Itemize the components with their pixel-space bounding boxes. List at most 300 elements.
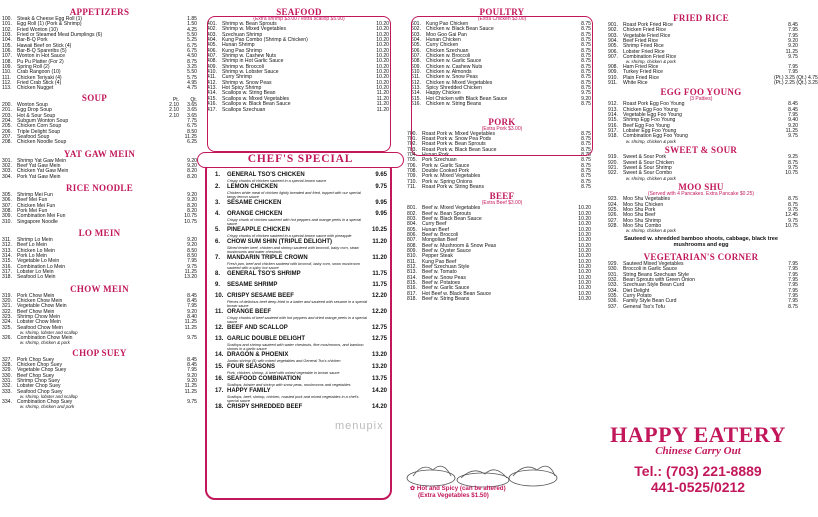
item-note: w. shrimp, lobster and scallop	[20, 394, 78, 400]
item-name: Scallops Szechuan	[222, 106, 266, 113]
item-number: 910.	[608, 74, 618, 81]
item-price: 7.95	[788, 69, 798, 76]
item-price: 10.20	[578, 264, 591, 271]
chef-item-desc: Crispy chunks of beef sauteed with hot peppers and dried orange peels in a special sauce	[227, 316, 367, 324]
item-name: Shrimp w. Cashew Nuts	[222, 53, 277, 60]
item-name: Fried or Steamed Meat Dumplings (6)	[17, 32, 103, 39]
item-price: 10.20	[578, 210, 591, 217]
beef-sub: (Extra Beef $3.00)	[481, 200, 523, 207]
item-number: 608.	[411, 58, 421, 65]
chef-special-item	[215, 293, 387, 308]
item-name: Roast Pork Fried Rice	[623, 22, 673, 28]
item-name: Sweet & Sour Shrimp	[623, 165, 672, 172]
item-price: 8.75	[581, 157, 591, 164]
item-price: 3.25	[187, 64, 197, 71]
seafood-heading: SEAFOOD	[276, 7, 322, 17]
item-number: 936.	[608, 298, 618, 305]
chef-special-title-row	[215, 271, 387, 278]
chef-item-number: 9.	[215, 282, 221, 288]
item-price: 9.20	[187, 157, 197, 164]
item-number: 332.	[2, 383, 12, 390]
menu-item-row	[2, 175, 197, 180]
item-number: 925.	[608, 207, 618, 214]
item-number: 330.	[2, 372, 12, 379]
item-price: 7.95	[788, 260, 798, 267]
item-price: 10.20	[578, 221, 591, 228]
item-number: 937.	[608, 303, 618, 310]
mooshu-heading: MOO SHU	[678, 182, 724, 193]
item-name: Chicken w. String Beans	[426, 101, 482, 108]
item-name: Hot Spicy Shrimp	[222, 85, 262, 92]
item-name: Triple Delight Soup	[17, 128, 61, 135]
chef-item-price: 9.65	[375, 172, 387, 178]
ricenoodle-heading: RICE NOODLE	[65, 182, 134, 193]
item-name: Shrimp in Hot Garlic Sauce	[222, 58, 284, 65]
item-price: 8.20	[187, 173, 197, 180]
item-price: 10.20	[376, 42, 389, 49]
chef-item-name: CRISPY SESAME BEEF	[227, 293, 294, 299]
item-name: Roast Pork w. String Beans	[422, 183, 485, 190]
item-number: 208.	[2, 139, 12, 146]
chef-special-title-row	[215, 336, 387, 343]
item-price: 8.75	[581, 58, 591, 65]
item-price-qt: 6.25	[187, 139, 197, 146]
chef-special-item	[215, 309, 387, 324]
item-name: Shrimp w. Mixed Vegetables	[222, 26, 286, 33]
item-name: Beef w. String Beans	[422, 296, 470, 303]
item-price: 10.20	[578, 205, 591, 212]
chef-item-name: PINEAPPLE CHICKEN	[227, 227, 291, 233]
chef-item-price: 13.20	[371, 352, 387, 358]
chowmein-heading: CHOW MEIN	[70, 283, 129, 294]
item-price: 9.75	[788, 165, 798, 172]
item-number: 318.	[2, 274, 12, 281]
item-number: 204.	[2, 117, 12, 124]
item-price: 10.20	[376, 53, 389, 60]
chef-item-number: 6.	[215, 239, 221, 245]
chef-special-title-row	[215, 352, 387, 359]
item-name: Pork Chop Suey	[17, 356, 55, 363]
item-name: Shrimp w. Broccoli	[222, 63, 264, 70]
mooshu-desc: Sauteed w. shredded bamboo shoots, cabbage, black tree mushrooms and egg	[624, 236, 778, 249]
item-name: Pork Szechuan	[422, 157, 457, 164]
menu-item-row	[2, 86, 197, 91]
item-number: 601.	[411, 21, 421, 27]
item-note: w. shrimp, chicken and pork	[20, 404, 75, 410]
item-name: Chicken Lo Mein	[17, 247, 55, 254]
chef-item-number: 17.	[215, 388, 224, 394]
item-name: Shrimp Lo Mein	[17, 237, 53, 243]
item-name: Pork w. Garlic Sauce	[422, 162, 470, 169]
item-price-qt: 6.75	[187, 123, 197, 130]
chef-special-title-row	[215, 227, 387, 234]
item-name: Beef Yat Gaw Mein	[17, 162, 61, 169]
item-number: 310.	[2, 218, 12, 225]
item-number: 327.	[2, 356, 12, 363]
chef-item-price: 11.75	[372, 271, 387, 277]
item-name: Combination Egg Foo Young	[623, 133, 688, 140]
item-number: 809.	[407, 248, 417, 255]
item-name: Beef w. Oyster Sauce	[422, 248, 471, 255]
item-name: Diet Delight	[623, 287, 650, 294]
item-price: 8.75	[581, 173, 591, 180]
item-name: Lobster Lo Mein	[17, 269, 54, 276]
chef-special-item	[215, 271, 387, 278]
item-price: 8.75	[581, 26, 591, 33]
chef-special-item	[215, 211, 387, 226]
item-name: Beef Mei Fun	[17, 197, 48, 204]
item-name: Chicken Egg Foo Young	[623, 106, 678, 113]
chef-special-title-row	[215, 211, 387, 218]
item-number: 806.	[407, 232, 417, 238]
item-price: 8.45	[788, 106, 798, 113]
item-price: 10.20	[578, 232, 591, 238]
item-name: Beef w. Bean Sprouts	[422, 210, 471, 217]
item-name: Hot Beef w. Black Bean Sauce	[422, 290, 492, 297]
item-price: 10.75	[785, 170, 798, 177]
item-name: Combination Fried Rice	[623, 54, 677, 61]
chef-item-name: SESAME SHRIMP	[227, 282, 278, 288]
item-number: 319.	[2, 292, 12, 299]
item-number: 303.	[2, 168, 12, 175]
item-name: Beef Szechuan Style	[422, 264, 470, 271]
item-number: 100.	[2, 16, 12, 22]
chef-special-item	[215, 388, 387, 403]
item-price: 4.95	[187, 80, 197, 87]
item-price: 11.20	[376, 95, 389, 102]
item-price: 8.75	[581, 162, 591, 169]
item-price: (Pt.) 3.25 (Qt.) 4.75	[774, 74, 818, 81]
item-price: 8.75	[581, 79, 591, 86]
item-price: 9.75	[788, 207, 798, 214]
item-number: 706.	[407, 162, 417, 169]
item-price: 10.20	[578, 285, 591, 292]
chef-special-item	[215, 352, 387, 363]
item-name: Curry Beef	[422, 221, 447, 228]
item-price: 11.20	[376, 90, 389, 97]
item-name: Chicken Szechuan	[426, 47, 469, 54]
item-price: 12.45	[785, 212, 798, 219]
ricenoodle-list	[2, 193, 197, 225]
item-number: 615.	[411, 95, 421, 102]
item-number: 614.	[411, 90, 421, 97]
friedrice-heading: FRIED RICE	[673, 13, 729, 23]
item-price: 9.20	[187, 372, 197, 379]
chef-item-desc: Crispy chunks of chicken sauteed in a special brown sauce with pineapple	[227, 234, 352, 238]
soup-heading: SOUP	[81, 92, 108, 103]
item-name: Sweet & Sour Chicken	[623, 159, 674, 166]
poultry-heading: POULTRY	[479, 7, 525, 17]
item-price: 13.20	[184, 274, 197, 281]
item-price: 8.45	[788, 101, 798, 108]
item-name: Wonton in Hot Sauce	[17, 53, 66, 60]
item-number: 306.	[2, 197, 12, 204]
item-name: Kung Pao Beef	[422, 258, 457, 265]
item-number: 904.	[608, 38, 618, 45]
item-name: Mongolian Beef	[422, 237, 458, 244]
item-price: 10.20	[376, 26, 389, 33]
item-number: 108.	[2, 58, 12, 65]
item-name: Plain Fried Rice	[623, 74, 659, 81]
chef-special-heading: CHEF'S SPECIAL	[197, 152, 404, 168]
item-price: 9.40	[788, 117, 798, 124]
item-price-qt: 3.65	[187, 112, 197, 119]
item-number: 316.	[2, 263, 12, 270]
item-number: 922.	[608, 170, 618, 177]
soup-list	[2, 103, 197, 146]
chef-special-title-row	[215, 282, 387, 289]
chef-special-title-row	[215, 388, 387, 395]
item-price-qt: 8.50	[187, 128, 197, 135]
item-number: 417.	[207, 106, 217, 113]
item-price: 10.20	[578, 274, 591, 281]
item-name: Combination Chow Mein	[17, 334, 73, 341]
item-note: w. shrimp, chicken & pork	[626, 175, 676, 181]
chef-special-title-row	[215, 239, 387, 246]
item-price: 7.95	[788, 27, 798, 34]
chef-special-item	[215, 200, 387, 207]
item-number: 312.	[2, 242, 12, 249]
chef-item-name: DRAGON & PHOENIX	[227, 352, 289, 358]
item-number: 807.	[407, 237, 417, 244]
chef-item-desc: Crispy chunks of chicken sauteed in a special brown sauce	[227, 179, 327, 183]
item-number: 909.	[608, 69, 618, 76]
item-name: Moo Shu Pork	[623, 207, 656, 214]
item-number: 206.	[2, 128, 12, 135]
item-name: Chicken Noodle Soup	[17, 139, 67, 146]
item-price: 8.75	[581, 47, 591, 54]
item-number: 401.	[207, 21, 217, 27]
item-number: 406.	[207, 47, 217, 54]
item-name: Bean Sprouts with Green Onion	[623, 276, 695, 283]
item-price: 9.75	[788, 133, 798, 140]
item-number: 927.	[608, 217, 618, 224]
item-number: 604.	[411, 37, 421, 44]
chef-special-item	[215, 336, 387, 351]
footer-notes	[410, 485, 506, 499]
mooshu-list	[604, 197, 798, 234]
item-name: Beef w. Mushroom & Snow Peas	[422, 242, 497, 249]
chef-special-item	[215, 404, 387, 411]
chef-item-desc: Pork, chicken, shrimp, & beef with mixed vegetable in brown sauce	[227, 371, 340, 375]
item-name: Shrimp Chow Mein	[17, 314, 61, 321]
item-number: 813.	[407, 269, 417, 276]
item-price: 8.75	[581, 146, 591, 153]
item-price: 8.75	[581, 101, 591, 108]
item-number: 914.	[608, 112, 618, 119]
item-number: 607.	[411, 53, 421, 60]
chef-item-price: 12.75	[371, 336, 387, 342]
item-number: 930.	[608, 266, 618, 273]
chef-item-name: LEMON CHICKEN	[227, 184, 278, 190]
item-number: 709.	[407, 173, 417, 180]
chef-item-name: GENERAL TSO'S CHICKEN	[227, 172, 305, 178]
item-number: 810.	[407, 253, 417, 260]
menu-item-row	[608, 80, 818, 87]
item-price: 8.75	[788, 159, 798, 166]
item-name: Vegetable Fried Rice	[623, 32, 671, 39]
item-name: Seafood Chop Suey	[17, 388, 63, 395]
item-number: 609.	[411, 63, 421, 70]
item-name: Beef w. Tomato	[422, 269, 457, 276]
item-price-qt: 11.25	[184, 133, 197, 140]
mooshu-sub: (Served with 4 Pancakes. Extra Pancake $0.25)	[647, 191, 755, 198]
item-name: Shrimp w. Lobster Sauce	[222, 69, 279, 76]
item-price: 4.75	[187, 85, 197, 92]
item-number: 311.	[2, 237, 12, 243]
item-price: 11.25	[785, 128, 798, 135]
item-name: Turkey Fried Rice	[623, 69, 664, 76]
chef-special-box	[205, 153, 392, 500]
item-price: 8.75	[581, 21, 591, 27]
item-price: 11.25	[184, 324, 197, 331]
chef-item-price: 10.25	[371, 227, 387, 233]
item-number: 603.	[411, 31, 421, 38]
chef-item-name: ORANGE BEEF	[227, 309, 272, 315]
item-price: 4.25	[187, 26, 197, 33]
item-name: Bar-B-Q Pork	[17, 37, 48, 44]
chef-special-item	[215, 227, 387, 238]
item-price: 10.20	[376, 37, 389, 44]
chef-special-item	[215, 172, 387, 183]
item-number: 931.	[608, 271, 618, 278]
item-name: Vegetable Lo Mein	[17, 258, 60, 265]
item-name: Moo Shu Beef	[623, 212, 656, 219]
chef-item-price: 11.75	[372, 282, 387, 288]
chef-special-list	[215, 172, 387, 415]
eggfoo-list	[604, 102, 798, 144]
item-name: Lobster Egg Foo Young	[623, 128, 677, 135]
item-name: Beef Lo Mein	[17, 242, 48, 249]
chef-special-title-row	[215, 364, 387, 371]
item-name: Pork Chow Mein	[17, 292, 55, 299]
item-name: Chicken w. Mixed Vegetables	[426, 79, 493, 86]
restaurant-name: HAPPY EATERY	[610, 422, 786, 447]
item-name: Chicken Nugget	[17, 85, 54, 92]
item-number: 916.	[608, 122, 618, 129]
item-name: Beef w. Potatoes	[422, 280, 461, 287]
item-name: Beef Fried Rice	[623, 38, 659, 45]
item-price: 9.20	[788, 122, 798, 129]
item-number: 935.	[608, 292, 618, 299]
item-price: 10.75	[184, 213, 197, 220]
item-name: Chicken w. Snow Peas	[426, 74, 478, 81]
item-name: Family Style Bean Curd	[623, 298, 677, 305]
item-name: Spicy Shredded Chicken	[426, 85, 482, 92]
item-name: Egg Roll (1) (Pork & Shrimp)	[17, 21, 82, 28]
item-name: Chicken w. Cashew Nuts	[426, 63, 483, 70]
menu-item-row	[2, 275, 197, 280]
item-number: 322.	[2, 308, 12, 315]
chef-item-number: 11.	[215, 309, 224, 315]
hot-pepper-icon: ✿	[410, 485, 416, 492]
item-number: 924.	[608, 201, 618, 208]
chef-item-desc: Scallops, beef, shrimp, chicken, roasted pork and mixed vegetables in a chef's special sauce	[227, 395, 359, 403]
item-number: 410.	[207, 69, 217, 76]
yatgaw-heading: YAT GAW MEIN	[63, 148, 136, 159]
item-price: 7.95	[788, 112, 798, 119]
item-number: 411.	[207, 74, 217, 81]
item-name: Chicken Chow Mein	[17, 298, 63, 305]
column-1	[2, 0, 197, 517]
item-name: Fried Wonton (10)	[17, 26, 58, 33]
item-name: Shrimp Fried Rice	[623, 43, 664, 50]
item-name: Lobster Chop Suey	[17, 383, 61, 390]
chef-item-price: 11.20	[372, 239, 387, 245]
item-name: Chicken w. Almonds	[426, 69, 472, 76]
item-price: 1.50	[187, 21, 197, 28]
chef-item-price: 9.95	[375, 200, 387, 206]
item-name: Vegetable Chow Mein	[17, 303, 67, 310]
item-number: 816.	[407, 285, 417, 292]
item-number: 711.	[407, 183, 417, 190]
chef-special-item	[215, 239, 387, 254]
item-note: w. shrimp, chicken & pork	[20, 340, 70, 346]
chopsuey-heading: CHOP SUEY	[72, 347, 127, 358]
chef-special-item	[215, 255, 387, 270]
item-name: Crab Rangoon (10)	[17, 69, 61, 76]
item-name: Egg Drop Soup	[17, 107, 52, 114]
item-price: 8.75	[581, 178, 591, 185]
item-name: Pepper Steak	[422, 253, 453, 260]
chef-special-title-row	[215, 184, 387, 191]
item-price: 8.75	[581, 37, 591, 44]
item-price: 8.75	[581, 167, 591, 174]
item-price: 8.50	[187, 253, 197, 260]
item-name: Broccoli in Garlic Sauce	[623, 266, 678, 273]
item-name: Shrimp w. Snow Peas	[222, 79, 272, 86]
item-name: Pork w. Mixed Vegetables	[422, 173, 481, 180]
item-number: 317.	[2, 269, 12, 276]
item-number: 710.	[407, 178, 417, 185]
item-price: 8.75	[581, 85, 591, 92]
item-name: Chicken Teriyaki (4)	[17, 74, 62, 81]
item-number: 307.	[2, 202, 12, 209]
chef-item-name: BEEF AND SCALLOP	[227, 325, 288, 331]
item-price: 7.95	[788, 282, 798, 289]
item-price: 8.75	[581, 141, 591, 148]
item-price: 8.45	[788, 22, 798, 28]
item-name: Scallops w. Black Bean Sauce	[222, 101, 291, 108]
item-name: Chicken w. Broccoli	[426, 53, 471, 60]
food-illustration	[403, 448, 563, 490]
item-name: Seafood Lo Mein	[17, 274, 56, 281]
item-number: 907.	[608, 54, 618, 61]
menu-item-row	[407, 185, 591, 190]
eggfoo-sub: (3 Patties)	[689, 96, 713, 103]
item-name: Roast Pork w. Black Bean Sauce	[422, 146, 497, 153]
item-number: 334.	[2, 398, 12, 405]
item-number: 105.	[2, 42, 12, 49]
item-number: 611.	[411, 74, 421, 81]
item-name: Hunan Beef	[422, 226, 449, 233]
chef-special-item	[215, 184, 387, 199]
item-price: 8.75	[581, 31, 591, 38]
item-number: 926.	[608, 212, 618, 219]
item-number: 808.	[407, 242, 417, 249]
item-name: Vegetable Chop Suey	[17, 367, 67, 374]
item-price: 10.20	[578, 215, 591, 222]
item-name: Chicken w. Black Bean Sauce	[426, 26, 494, 33]
item-name: Shrimp w. Bean Sprouts	[222, 21, 277, 27]
chef-item-price: 14.20	[371, 388, 387, 394]
hot-spicy-note: ✿ Hot and Spicy (can be altered)	[410, 485, 506, 492]
appetizers-list	[2, 17, 197, 92]
item-price: 10.75	[785, 223, 798, 230]
poultry-sub: (Extra Chicken $3.00)	[477, 16, 527, 22]
item-price-pt: 2.10	[169, 107, 179, 114]
item-number: 329.	[2, 367, 12, 374]
